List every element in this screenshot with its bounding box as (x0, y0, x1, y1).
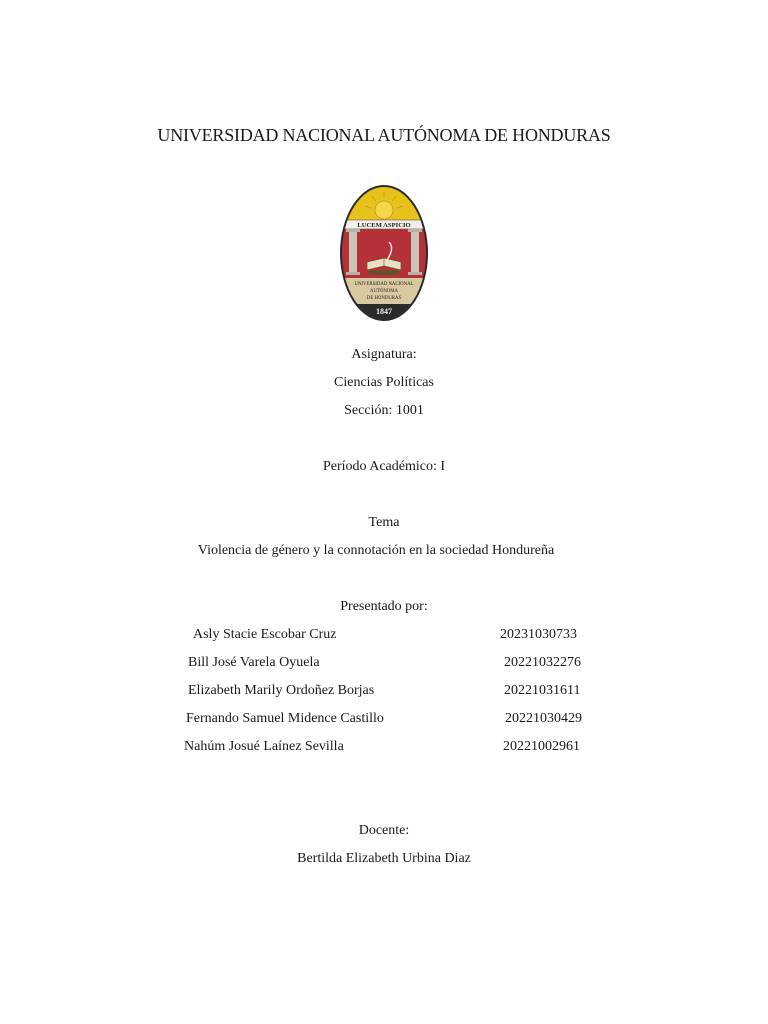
student-name: Nahúm Josué Laínez Sevilla (184, 739, 344, 754)
seal-line-1: UNIVERSIDAD NACIONAL (354, 282, 414, 287)
seal-year: 1847 (376, 307, 392, 316)
student-row (0, 654, 768, 672)
teacher-label: Docente: (358, 823, 410, 838)
teacher-name: Bertilda Elizabeth Urbina Diaz (297, 851, 471, 866)
student-name: Asly Stacie Escobar Cruz (193, 627, 337, 642)
student-name: Fernando Samuel Midence Castillo (186, 711, 384, 726)
student-row (0, 626, 768, 644)
student-id: 20221032276 (504, 655, 581, 670)
student-id: 20221002961 (503, 739, 580, 754)
student-name: Bill José Varela Oyuela (188, 655, 320, 670)
seal-line-3: DE HONDURAS (366, 296, 402, 301)
student-row (0, 682, 768, 700)
university-title: UNIVERSIDAD NACIONAL AUTÓNOMA DE HONDURAS (157, 125, 611, 145)
student-row (0, 710, 768, 728)
course-label: Asignatura: (351, 347, 417, 362)
student-id: 20221031611 (504, 683, 581, 698)
student-id: 20231030733 (500, 627, 577, 642)
course-section: Sección: 1001 (344, 403, 424, 418)
student-id: 20221030429 (505, 711, 582, 726)
topic-label: Tema (368, 515, 400, 530)
academic-period: Período Académico: I (322, 459, 446, 474)
student-row (0, 738, 768, 756)
course-name: Ciencias Políticas (334, 375, 434, 390)
topic-title: Violencia de género y la connotación en la sociedad Hondureña (197, 543, 555, 558)
seal-line-2: AUTÓNOMA (370, 289, 398, 294)
seal-motto: LUCEM ASPICIO (357, 222, 411, 229)
student-name: Elizabeth Marily Ordoñez Borjas (188, 683, 375, 698)
presented-by-label: Presentado por: (340, 599, 428, 614)
university-seal-logo (339, 184, 429, 322)
